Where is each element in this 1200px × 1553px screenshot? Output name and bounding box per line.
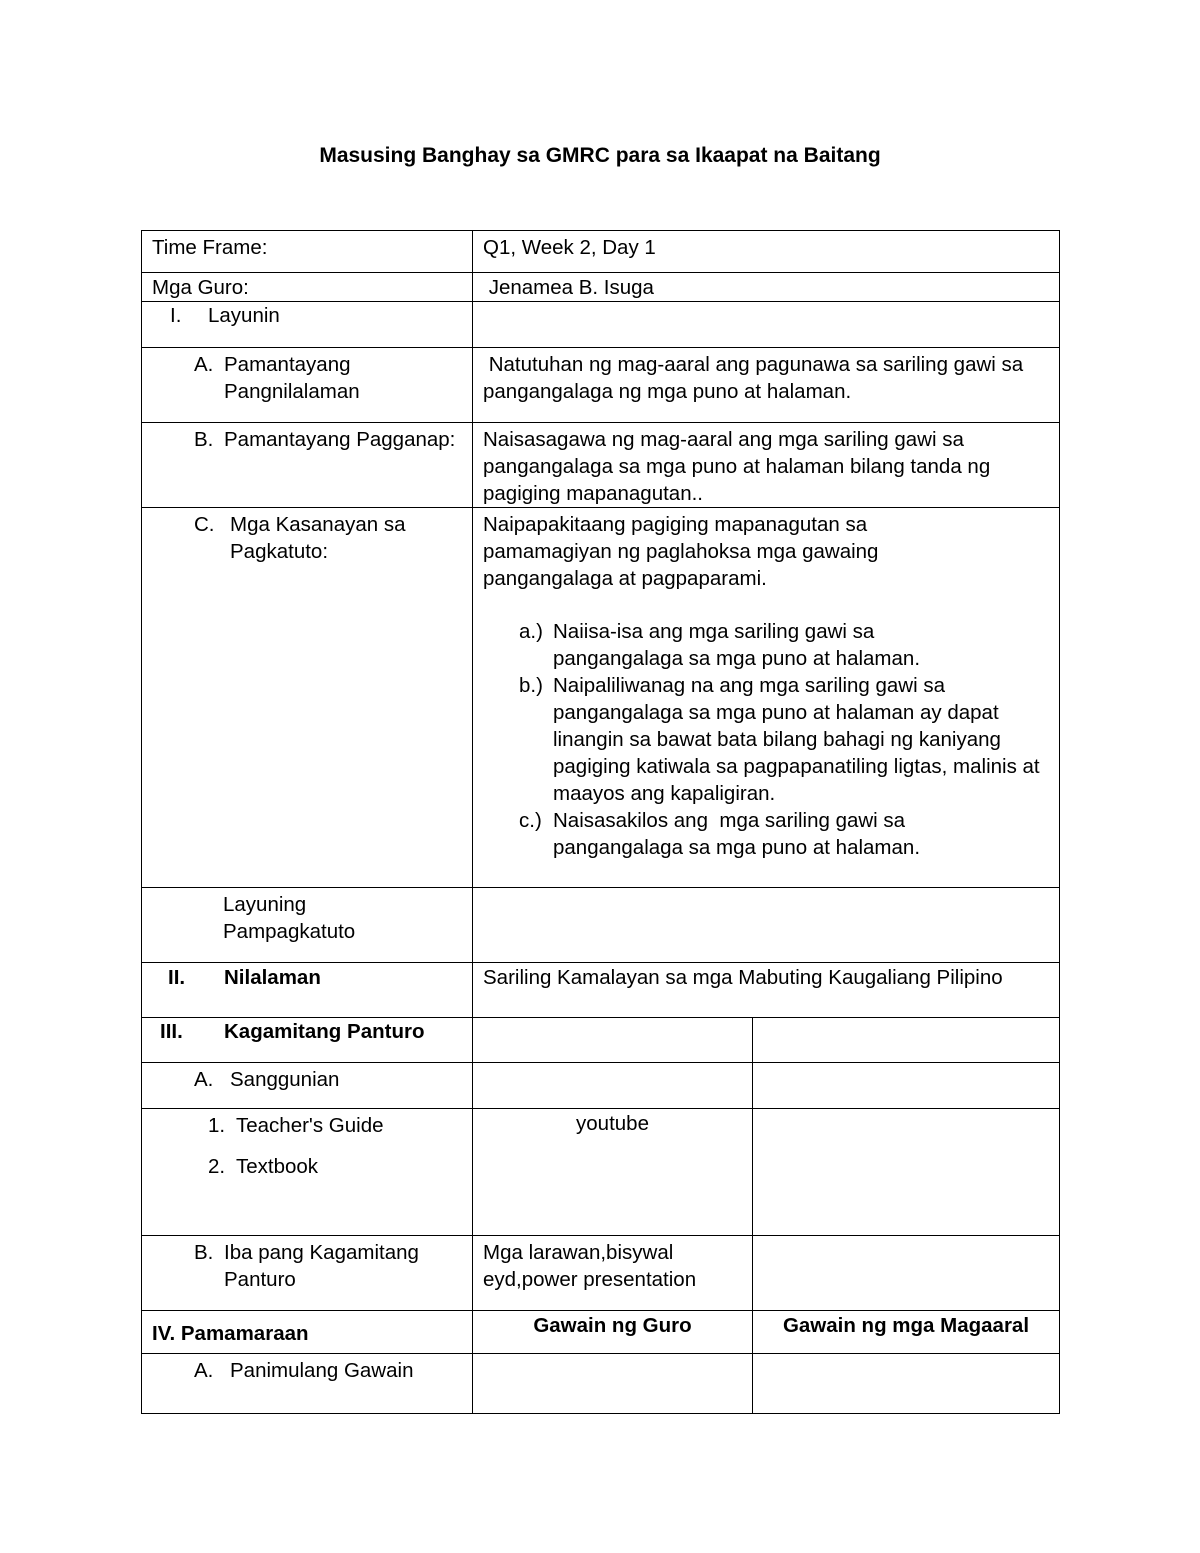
layunin-number: I. <box>170 304 182 327</box>
page-title: Masusing Banghay sa GMRC para sa Ikaapat na Baitang <box>319 144 881 167</box>
list-item-mark: 2. <box>208 1155 226 1178</box>
kasanayan-mark: C. <box>194 513 215 536</box>
layunin-value <box>473 302 1060 348</box>
kasanayan-cell <box>142 508 473 888</box>
panimulang-gawain-cell <box>142 1354 473 1414</box>
pamantayang-pagganap-mark: B. <box>194 428 214 451</box>
nilalaman-value: Sariling Kamalayan sa mga Mabuting Kaugaliang Pilipino <box>473 963 1060 1018</box>
row-panimulang-gawain <box>142 1354 1060 1414</box>
iba-pang-kagamitan-cell <box>142 1236 473 1311</box>
list-item-mark: b.) <box>519 674 543 697</box>
row-references <box>142 1109 1060 1236</box>
row-guro <box>142 273 1060 302</box>
iba-pang-kagamitan-label: Iba pang Kagamitang Panturo <box>224 1241 419 1291</box>
gawain-ng-magaaral-header: Gawain ng mga Magaaral <box>753 1311 1060 1354</box>
pamamaraan-label: IV. Pamamaraan <box>142 1311 473 1354</box>
kagamitan-col3 <box>753 1018 1060 1063</box>
row-sanggunian <box>142 1063 1060 1109</box>
row-kasanayan <box>142 508 1060 888</box>
iba-pang-kagamitan-mark: B. <box>194 1241 214 1264</box>
row-pamamaraan <box>142 1311 1060 1354</box>
kasanayan-label: Mga Kasanayan sa Pagkatuto: <box>230 513 406 563</box>
nilalaman-label: Nilalaman <box>224 966 321 989</box>
panimulang-gawain-label: Panimulang Gawain <box>230 1359 414 1382</box>
pamantayang-pangnilalaman-mark: A. <box>194 353 214 376</box>
references-col3 <box>753 1109 1060 1236</box>
list-item <box>208 1153 462 1180</box>
pamantayang-pagganap-label: Pamantayang Pagganap: <box>224 428 456 451</box>
nilalaman-cell <box>142 963 473 1018</box>
nilalaman-number: II. <box>168 966 186 989</box>
kagamitan-col2 <box>473 1018 753 1063</box>
pamantayang-pangnilalaman-cell <box>142 348 473 423</box>
list-item <box>483 672 1043 807</box>
pamantayang-pangnilalaman-label: Pamantayang Pangnilalaman <box>224 353 360 403</box>
panimulang-gawain-col3 <box>753 1354 1060 1414</box>
pamantayang-pagganap-cell <box>142 423 473 508</box>
list-item-text: Naisasakilos ang mga sariling gawi sa pangangalaga sa mga puno at halaman. <box>553 809 921 859</box>
layunin-cell <box>142 302 473 348</box>
iba-pang-kagamitan-value: Mga larawan,bisywal eyd,power presentation <box>473 1236 753 1311</box>
iba-pang-kagamitan-col3 <box>753 1236 1060 1311</box>
sanggunian-mark: A. <box>194 1068 214 1091</box>
layunin-label: Layunin <box>208 304 280 327</box>
list-item <box>208 1112 462 1139</box>
sanggunian-col3 <box>753 1063 1060 1109</box>
list-item-text: Teacher's Guide <box>236 1114 384 1137</box>
gawain-ng-guro-header: Gawain ng Guro <box>473 1311 753 1354</box>
guro-label: Mga Guro: <box>142 273 473 302</box>
time-frame-value: Q1, Week 2, Day 1 <box>473 231 1060 273</box>
list-item-mark: 1. <box>208 1114 226 1137</box>
list-item-mark: c.) <box>519 809 542 832</box>
sanggunian-label: Sanggunian <box>230 1068 340 1091</box>
panimulang-gawain-col2 <box>473 1354 753 1414</box>
list-item <box>483 618 1043 672</box>
row-kagamitan <box>142 1018 1060 1063</box>
references-cell <box>142 1109 473 1236</box>
kasanayan-content <box>473 508 1060 888</box>
row-layuning-pampagkatuto <box>142 888 1060 963</box>
row-pamantayang-pangnilalaman <box>142 348 1060 423</box>
kasanayan-list <box>483 618 1043 861</box>
row-time-frame <box>142 231 1060 273</box>
row-layunin <box>142 302 1060 348</box>
sanggunian-col2 <box>473 1063 753 1109</box>
row-iba-pang-kagamitan <box>142 1236 1060 1311</box>
time-frame-label: Time Frame: <box>142 231 473 273</box>
layuning-pampagkatuto-label: Layuning Pampagkatuto <box>142 888 473 963</box>
references-value: youtube <box>473 1109 753 1236</box>
kagamitan-number: III. <box>160 1020 183 1043</box>
row-pamantayang-pagganap <box>142 423 1060 508</box>
kagamitan-label: Kagamitang Panturo <box>224 1020 425 1043</box>
pamantayang-pangnilalaman-value: Natutuhan ng mag-aaral ang pagunawa sa sariling gawi sa pangangalaga ng mga puno at halaman. <box>473 348 1060 423</box>
list-item <box>483 807 1043 861</box>
layuning-pampagkatuto-value <box>473 888 1060 963</box>
kasanayan-value: Naipapakitaang pagiging mapanagutan sa pamamagiyan ng paglahoksa mga gawaing pangangalaga at pagpaparami. <box>483 513 879 590</box>
list-item-text: Textbook <box>236 1155 319 1178</box>
list-item-mark: a.) <box>519 620 543 643</box>
sanggunian-cell <box>142 1063 473 1109</box>
list-item-text: Naiisa-isa ang mga sariling gawi sa pangangalaga sa mga puno at halaman. <box>553 620 921 670</box>
lesson-plan-table <box>141 230 1060 1414</box>
row-nilalaman <box>142 963 1060 1018</box>
kagamitan-cell <box>142 1018 473 1063</box>
guro-value: Jenamea B. Isuga <box>473 273 1060 302</box>
list-item-text: Naipaliliwanag na ang mga sariling gawi sa pangangalaga sa mga puno at halaman ay dapat linangin sa bawat bata bilang bahagi ng kaniyang pagiging katiwala sa pagpapanatiling ligtas, malinis at maayos ang kapaligiran. <box>553 674 1040 805</box>
panimulang-gawain-mark: A. <box>194 1359 214 1382</box>
pamantayang-pagganap-value: Naisasagawa ng mag-aaral ang mga sariling gawi sa pangangalaga sa mga puno at halaman bilang tanda ng pagiging mapanagutan.. <box>473 423 1060 508</box>
